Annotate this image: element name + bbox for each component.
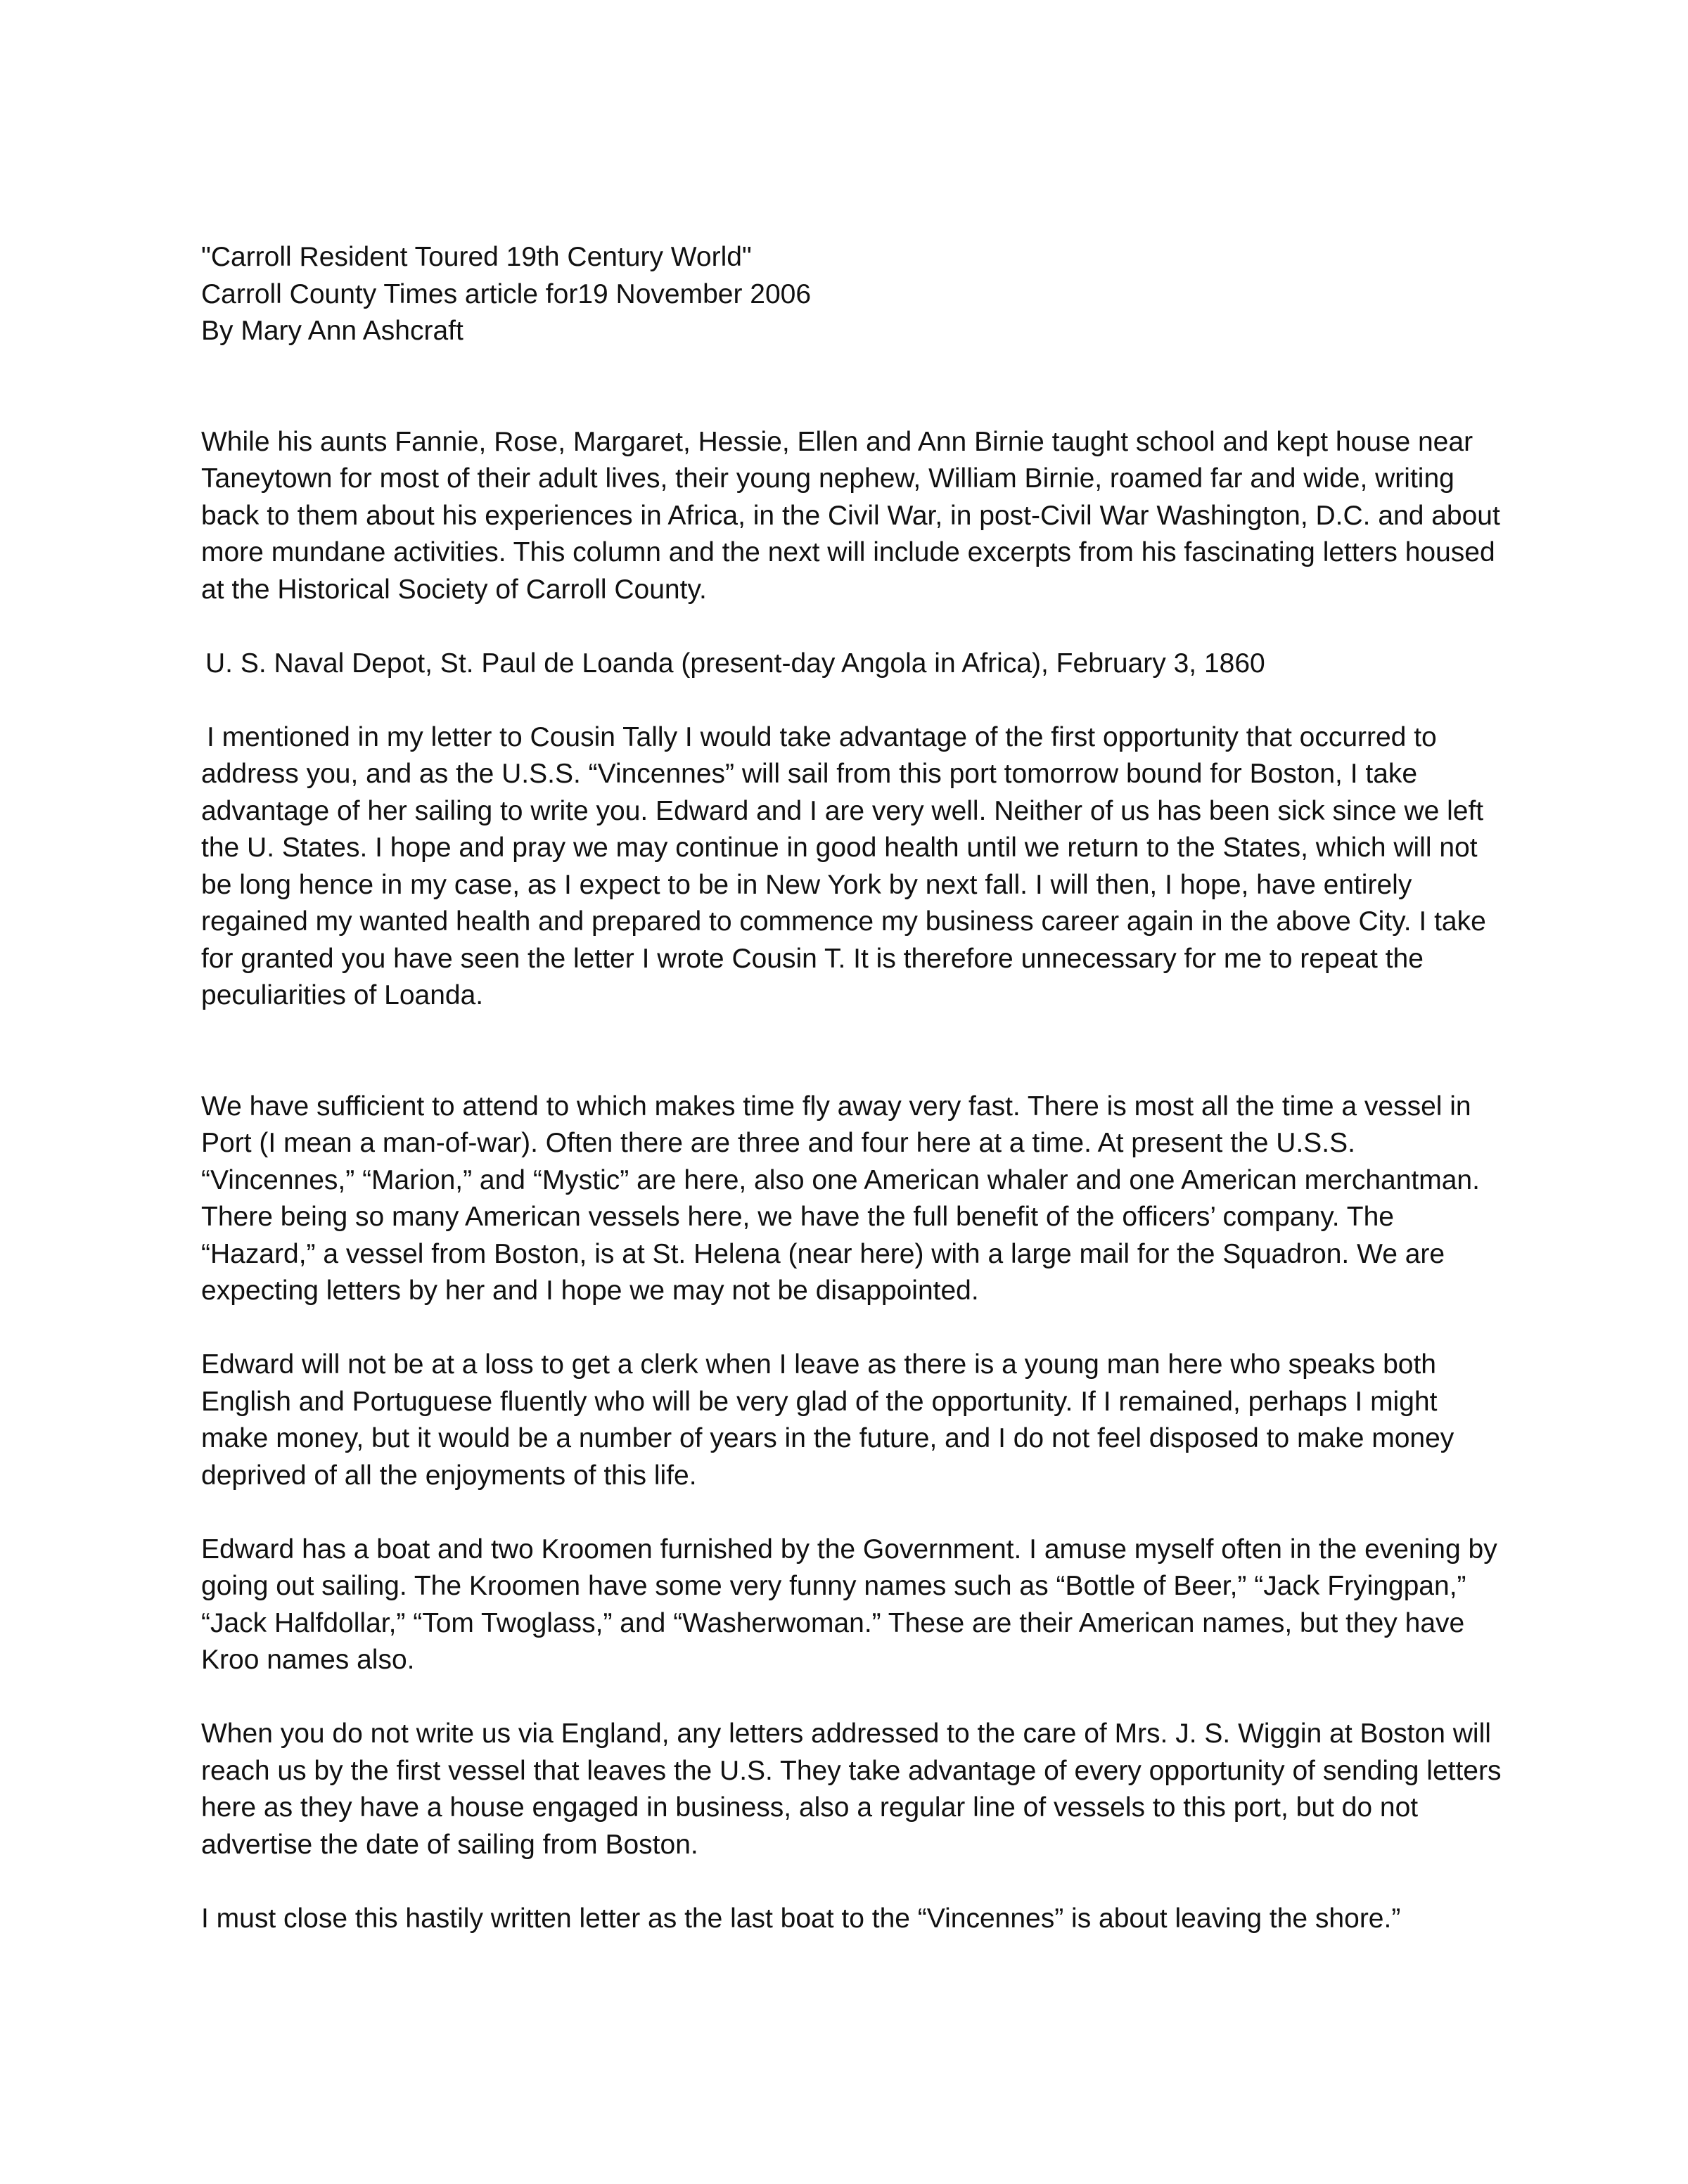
publication-line: Carroll County Times article for19 November 2006 (201, 278, 812, 309)
letter-paragraph-1: I mentioned in my letter to Cousin Tally I would take advantage of the first opportunity that occurred to address you, and as the U.S.S. “Vincennes” will sail from this port tomorrow bound for Boston, I take advantage of her sailing to write you. Edward and I are very well. Neither of us has been sick since we left the U. States. I hope and pray we may continue in good health until we return to the States, which will not be long hence in my case, as I expect to be in New York by next fall. I will then, I hope, have entirely regained my wanted health and prepared to commence my business career again in the above City. I take for granted you have seen the letter I wrote Cousin T. It is therefore unnecessary for me to repeat the peculiarities of Loanda. (201, 721, 1486, 1010)
article-title: "Carroll Resident Toured 19th Century World" (201, 242, 752, 272)
intro-paragraph: While his aunts Fannie, Rose, Margaret, Hessie, Ellen and Ann Birnie taught school and kept house near Taneytown for most of their adult lives, their young nephew, William Birnie, roamed far and wide, writing back to them about his experiences in Africa, in the Civil War, in post-Civil War Washington, D.C. and about more mundane activities. This column and the next will include excerpts from his fascinating letters housed at the Historical Society of Carroll County. (201, 426, 1500, 605)
letter-paragraph-4: Edward has a boat and two Kroomen furnished by the Government. I amuse myself often in the evening by going out sailing. The Kroomen have some very funny names such as “Bottle of Beer,” “Jack Fryingpan,” “Jack Halfdollar,” “Tom Twoglass,” and “Washerwoman.” These are their American names, but they have Kroo names also. (201, 1534, 1497, 1675)
letter-paragraph-6: I must close this hastily written letter as the last boat to the “Vincennes” is about leaving the shore.” (201, 1903, 1401, 1934)
document-page (201, 239, 1509, 1974)
byline: By Mary Ann Ashcraft (201, 316, 463, 346)
letter-paragraph-5: When you do not write us via England, any letters addressed to the care of Mrs. J. S. Wiggin at Boston will reach us by the first vessel that leaves the U.S. They take advantage of every opportunity of sending letters here as they have a house engaged in business, also a regular line of vessels to this port, but do not advertise the date of sailing from Boston. (201, 1719, 1502, 1860)
article-header (201, 239, 1509, 350)
letter-dateline: U. S. Naval Depot, St. Paul de Loanda (present-day Angola in Africa), February 3, 1860 (205, 648, 1265, 679)
letter-paragraph-3: Edward will not be at a loss to get a clerk when I leave as there is a young man here who speaks both English and Portuguese fluently who will be very glad of the opportunity. If I remained, perhaps I might make money, but it would be a number of years in the future, and I do not feel disposed to make money deprived of all the enjoyments of this life. (201, 1349, 1454, 1491)
letter-paragraph-2: We have sufficient to attend to which makes time fly away very fast. There is most all the time a vessel in Port (I mean a man-of-war). Often there are three and four here at a time. At present the U.S.S. “Vincennes,” “Marion,” and “Mystic” are here, also one American whaler and one American merchantman. There being so many American vessels here, we have the full benefit of the officers’ company. The “Hazard,” a vessel from Boston, is at St. Helena (near here) with a large mail for the Squadron. We are expecting letters by her and I hope we may not be disappointed. (201, 1091, 1480, 1306)
